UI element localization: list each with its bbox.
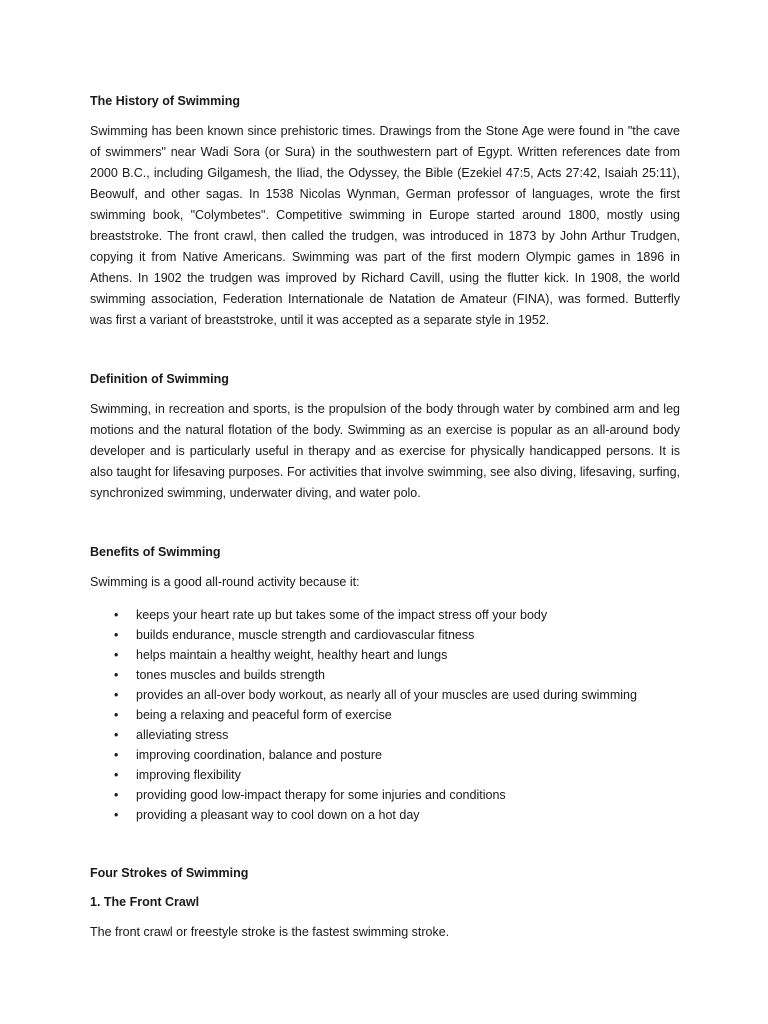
definition-heading: Definition of Swimming: [90, 372, 229, 386]
front-crawl-paragraph: The front crawl or freestyle stroke is the fastest swimming stroke.: [90, 925, 450, 939]
list-item: [90, 785, 680, 805]
list-item-text: being a relaxing and peaceful form of exercise: [136, 708, 392, 722]
list-item-text: provides an all-over body workout, as nearly all of your muscles are used during swimming: [136, 688, 637, 702]
document-content: [90, 92, 680, 943]
front-crawl-heading: 1. The Front Crawl: [90, 895, 200, 909]
list-item: [90, 765, 680, 785]
list-item-text: tones muscles and builds strength: [136, 668, 325, 682]
benefits-list: [90, 605, 680, 825]
list-item: [90, 625, 680, 645]
spacer: [90, 504, 680, 543]
bullet-icon: •: [114, 608, 119, 622]
list-item-text: builds endurance, muscle strength and cardiovascular fitness: [136, 628, 475, 642]
history-paragraph: Swimming has been known since prehistoric times. Drawings from the Stone Age were found in "the cave of swimmers" near Wadi Sora (or Sura) in the southwestern part of Egypt. Written references date from 2000 B.C., including Gilgamesh, the Iliad, the Odyssey, the Bible (Ezekiel 47:5, Acts 27:42, Isaiah 25:11), Beowulf, and other sagas. In 1538 Nicolas Wynman, German professor of languages, wrote the first swimming book, "Colymbetes". Competitive swimming in Europe started around 1800, mostly using breaststroke. The front crawl, then called the trudgen, was introduced in 1873 by John Arthur Trudgen, copying it from Native Americans. Swimming was part of the first modern Olympic games in 1896 in Athens. In 1902 the trudgen was improved by Richard Cavill, using the flutter kick. In 1908, the world swimming association, Federation Internationale de Natation de Amateur (FINA), was formed. Butterfly was first a variant of breaststroke, until it was accepted as a separate style in 1952.: [90, 124, 680, 327]
list-item-text: keeps your heart rate up but takes some of the impact stress off your body: [136, 608, 548, 622]
spacer: [90, 825, 680, 864]
bullet-icon: •: [114, 808, 119, 822]
list-item-text: providing good low-impact therapy for some injuries and conditions: [136, 788, 506, 802]
list-item: [90, 705, 680, 725]
list-item-text: alleviating stress: [136, 728, 229, 742]
list-item: [90, 745, 680, 765]
bullet-icon: •: [114, 788, 119, 802]
list-item: [90, 685, 680, 705]
list-item: [90, 645, 680, 665]
strokes-heading: Four Strokes of Swimming: [90, 866, 249, 880]
bullet-icon: •: [114, 748, 119, 762]
bullet-icon: •: [114, 668, 119, 682]
bullet-icon: •: [114, 688, 119, 702]
bullet-icon: •: [114, 728, 119, 742]
bullet-icon: •: [114, 648, 119, 662]
benefits-heading: Benefits of Swimming: [90, 545, 221, 559]
list-item: [90, 665, 680, 685]
spacer: [90, 331, 680, 370]
bullet-icon: •: [114, 768, 119, 782]
bullet-icon: •: [114, 708, 119, 722]
history-heading: The History of Swimming: [90, 94, 241, 108]
list-item-text: providing a pleasant way to cool down on a hot day: [136, 808, 420, 822]
bullet-icon: •: [114, 628, 119, 642]
spacer: [90, 593, 680, 605]
list-item-text: helps maintain a healthy weight, healthy heart and lungs: [136, 648, 448, 662]
list-item-text: improving coordination, balance and posture: [136, 748, 382, 762]
list-item-text: improving flexibility: [136, 768, 241, 782]
definition-paragraph: Swimming, in recreation and sports, is the propulsion of the body through water by combined arm and leg motions and the natural flotation of the body. Swimming as an exercise is popular as an all-around body developer and is particularly useful in therapy and as exercise for physically handicapped persons. It is also taught for lifesaving purposes. For activities that involve swimming, see also diving, lifesaving, surfing, synchronized swimming, underwater diving, and water polo.: [90, 402, 680, 500]
list-item: [90, 725, 680, 745]
list-item: [90, 605, 680, 625]
list-item: [90, 805, 680, 825]
benefits-intro: Swimming is a good all-round activity because it:: [90, 575, 360, 589]
